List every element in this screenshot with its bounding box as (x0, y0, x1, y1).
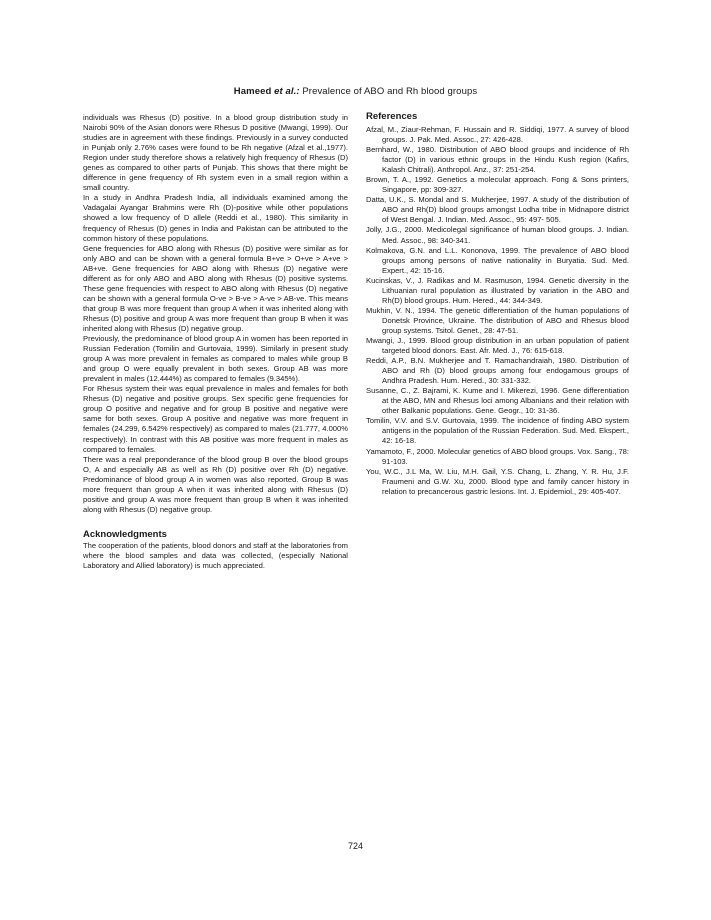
running-head (0, 86, 711, 97)
reference-list (366, 125, 629, 497)
reference-item: Kolmakova, G.N. and L.L. Kononova, 1999. The prevalence of ABO blood groups among persons of native nationality in Buryatia. Sud. Med. Expert., 42: 15-16. (366, 245, 629, 275)
reference-item: Brown, T. A., 1992. Genetics a molecular approach. Fong & Sons printers, Singapore, pp: 309-327. (366, 175, 629, 195)
references-heading: References (366, 111, 418, 122)
body-paragraph: In a study in Andhra Pradesh India, all individuals examined among the Vadagalai Ayangar Brahmins were Rh (D)-positive while other populations showed a low frequency of D allele (Reddi et al., 1980). This similarity in frequency of Rhesus (D) genes in India and Pakistan can be attributed to the common history of these populations. (83, 193, 348, 243)
body-paragraph: Gene frequencies for ABO along with Rhesus (D) positive were similar as for only ABO and can be shown with a general formula B+ve > O+ve > A+ve > AB+ve. Gene frequencies for ABO along with Rhesus (D) negative were different as for only ABO and ABO along with Rhesus (D) positive systems. These gene frequencies with respect to ABO along with Rhesus (D) negative can be shown with a general formula O-ve > B-ve > A-ve > AB-ve. This means that group B was more frequent than group A when it was inherited along with Rhesus (D) positive and group A was more frequent than group B when it was inherited along with Rhesus (D) negative group. (83, 243, 348, 333)
reference-item: Mukhin, V. N., 1994. The genetic differentiation of the human populations of Donetsk Province, Ukraine. The distribution of ABO and Rhesus blood group systems. Tsitol. Genet., 28: 47-51. (366, 305, 629, 335)
running-head-title: Prevalence of ABO and Rh blood groups (302, 86, 478, 97)
reference-item: Jolly, J.G., 2000. Medicolegal significance of human blood groups. J. Indian. Med. Assoc., 98: 340-341. (366, 225, 629, 245)
reference-item: Kucinskas, V., J. Radikas and M. Rasmuson, 1994. Genetic diversity in the Lithuanian rural population as illustrated by variation in the ABO and Rh(D) blood groups. Hum. Hered., 44: 344-349. (366, 275, 629, 305)
running-head-author-name: Hameed (233, 86, 272, 97)
body-paragraph: There was a real preponderance of the blood group B over the blood groups O, A and especially AB as well as Rh (D) positive over Rh (D) negative. Predominance of blood group A in women was also reported. Group B was more frequent than group A when it was inherited along with Rhesus (D) positive and group A was more frequent than group B when it was inherited along with Rhesus (D) negative group. (83, 454, 348, 514)
body-paragraph: For Rhesus system their was equal prevalence in males and females for both Rhesus (D) negative and positive groups. Sex specific gene frequencies for group O positive and negative and for group B positive and negative were same for both sexes. Group A positive and negative was more frequent in females (24.299, 6.542% respectively) as compared to males (21.777, 4.000% respectively). In contrast with this AB positive was more frequent in males as compared to females. (83, 384, 348, 454)
right-column (366, 113, 629, 497)
running-head-authors (234, 86, 300, 97)
body-paragraph: Previously, the predominance of blood group A in women has been reported in Russian Federation (Tomilin and Gurtovaia, 1999). Similarly in present study group A was more prevalent in females as compared to males while group B and group O were equally prevalent in both sexes. Group AB was more prevalent in males (12.444%) as compared to females (9.345%). (83, 334, 348, 384)
reference-item: Mwangi, J., 1999. Blood group distribution in an urban population of patient targeted blood donors. East. Afr. Med. J., 76: 615-618. (366, 335, 629, 356)
running-head-et-al: et al.: (274, 86, 300, 97)
reference-item: Afzal, M., Ziaur-Rehman, F. Hussain and R. Siddiqi, 1977. A survey of blood groups. J. Pak. Med. Assoc., 27: 426-428. (366, 125, 629, 145)
reference-item: Yamamoto, F., 2000. Molecular genetics of ABO blood groups. Vox. Sang., 78: 91-103. (366, 446, 629, 466)
page-number: 724 (347, 841, 364, 851)
reference-item: Reddi, A.P., B.N. Mukherjee and T. Ramachandraiah, 1980. Distribution of ABO and Rh (D) blood groups among four endogamous groups of Andhra Pradesh. Hum. Hered., 30: 331-332. (366, 356, 629, 386)
acknowledgments-heading: Acknowledgments (83, 528, 167, 540)
reference-item: Susanne, C., Z. Bajrami, K. Kume and I. Mikerezi, 1996. Gene differentiation at the ABO, MN and Rhesus loci among Albanians and their relation with other Balkanic populations. Gene. Geogr., 10: 31-36. (366, 386, 629, 416)
reference-item: Bernhard, W., 1980. Distribution of ABO blood groups and incidence of Rh factor (D) in various ethnic groups in the Hindu Kush region (Kafirs, Kalash Chitrali). Anthropol. Anz., 37: 251-254. (366, 145, 629, 175)
reference-item: Datta, U.K., S. Mondal and S. Mukherjee, 1997. A study of the distribution of ABO and Rh(D) blood groups amongst Lodha tribe in Midnapore district of West Bengal. J. Indian. Med. Assoc., 95: 497- 505. (366, 195, 629, 225)
left-column (83, 113, 348, 571)
reference-item: Tomilin, V.V. and S.V. Gurtovaia, 1999. The incidence of finding ABO system antigens in the population of the Russian Federation. Sud. Med. Ekspert., 42: 16-18. (366, 416, 629, 446)
acknowledgments-text: The cooperation of the patients, blood donors and staff at the laboratories from where the blood samples and data was collected, (especially National Laboratory and Allied laboratory) is much appreciated. (83, 540, 348, 570)
reference-item: You, W.C., J.L Ma, W. Liu, M.H. Gail, Y.S. Chang, L. Zhang, Y. R. Hu, J.F. Fraumeni and G.W. Xu, 2000. Blood type and family cancer history in relation to precancerous gastric lesions. Int. J. Epidemiol., 29: 405-407. (366, 466, 629, 496)
body-paragraph: individuals was Rhesus (D) positive. In a blood group distribution study in Nairobi 90% of the Asian donors were Rhesus D positive (Mwangi, 1999). Our studies are in agreement with these findings. Previously in a survey conducted in Punjab only 2.76% cases were found to be Rh negative (Afzal et al.,1977). Region under study therefore shows a relatively high frequency of Rhesus (D) genes as compared to other parts of Punjab. This shows that there might be difference in gene frequency of Rh system even in a small region within a small country. (83, 113, 348, 193)
